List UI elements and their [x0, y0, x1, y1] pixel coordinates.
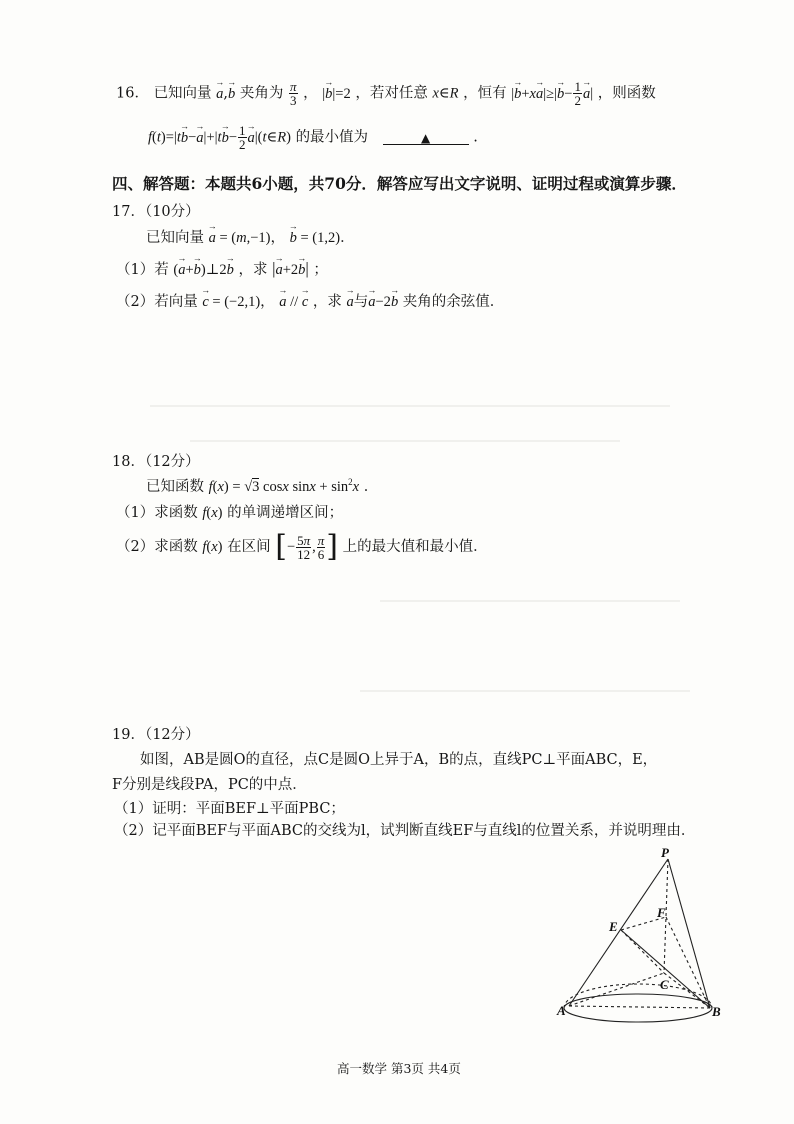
edge-AC [569, 973, 664, 1006]
answer-blank [383, 132, 469, 145]
q17-header: 17．（10分） [112, 204, 200, 220]
q17-part1: （1）若 (→ a+→ b)⊥2→ b ，求 |→ a+2→ b| ； [116, 258, 328, 279]
base-circle-back [564, 984, 712, 1008]
label-P: P [661, 845, 669, 860]
q17-part2: （2）若向量 → c = (−2,1)， → a // → c ，求 → a与→ a−2→ b 夹角的余弦值． [116, 290, 504, 311]
edge-CB [664, 973, 710, 1008]
q19-line1: 如图，AB是圆O的直径，点C是圆O上异于A，B的点，直线PC⊥平面ABC，E， [140, 752, 658, 768]
q19-part2: （2）记平面BEF与平面ABC的交线为l，试判断直线EF与直线l的位置关系，并说明理由． [114, 823, 696, 839]
edge-EB [621, 930, 710, 1008]
q17-stem: 已知向量 → a = (m,−1)， → b = (1,2)． [146, 226, 355, 247]
edge-AB [569, 1006, 710, 1008]
section-title: 四、解答题：本题共6小题，共70分．解答应写出文字说明、证明过程或演算步骤． [112, 174, 687, 193]
page-footer: 高一数学 第3页 共4页 [337, 1061, 461, 1076]
label-E: E [609, 919, 618, 934]
label-C: C [660, 977, 669, 992]
q16-number: 16． [116, 85, 149, 102]
edge-EC [621, 930, 664, 973]
q16-line1: 16． 已知向量 → a,→ b 夹角为 $\frac{\pi}{3}$ ， |→ b|=2 ，若对任意 x∈R ，恒有 |→ b+x→ a|≥|→ b− $\frac{1}{2}$ → a| ，则函数 [116, 80, 656, 107]
edge-PA [569, 859, 668, 1006]
label-B: B [712, 1004, 721, 1019]
pi-over-3: $\frac{\pi}{3}$ [290, 79, 297, 108]
bleed-through [190, 440, 620, 442]
q19-part1: （1）证明：平面BEF⊥平面PBC； [114, 801, 345, 817]
q18-header: 18．（12分） [112, 454, 200, 470]
bleed-through [360, 690, 690, 692]
q18-part1: （1）求函数 f(x) 的单调递增区间； [116, 505, 344, 521]
q18-part2: （2）求函数 f(x) 在区间 [− $\frac{5\pi}{12}$ , $\frac{\pi}{6}$ ] 上的最大值和最小值． [116, 529, 488, 564]
q16-line2: f(t)=|t→ b−→ a|+|t→ b− $\frac{1}{2}$ → a|(t∈R) 的最小值为 ▲ . [148, 124, 478, 151]
q19-header: 19．（12分） [112, 727, 200, 743]
bleed-through [380, 600, 680, 602]
label-A: A [557, 1003, 566, 1018]
geometry-figure [555, 845, 735, 1025]
q19-line2: F分别是线段PA，PC的中点． [112, 777, 307, 793]
bleed-through [150, 405, 670, 407]
q18-stem: 已知函数 f(x) = √3 cosx $\sin x + \sin^2x$ ． [146, 477, 379, 495]
label-F: F [657, 905, 666, 920]
triangle-marker-icon: ▲ [421, 130, 431, 145]
